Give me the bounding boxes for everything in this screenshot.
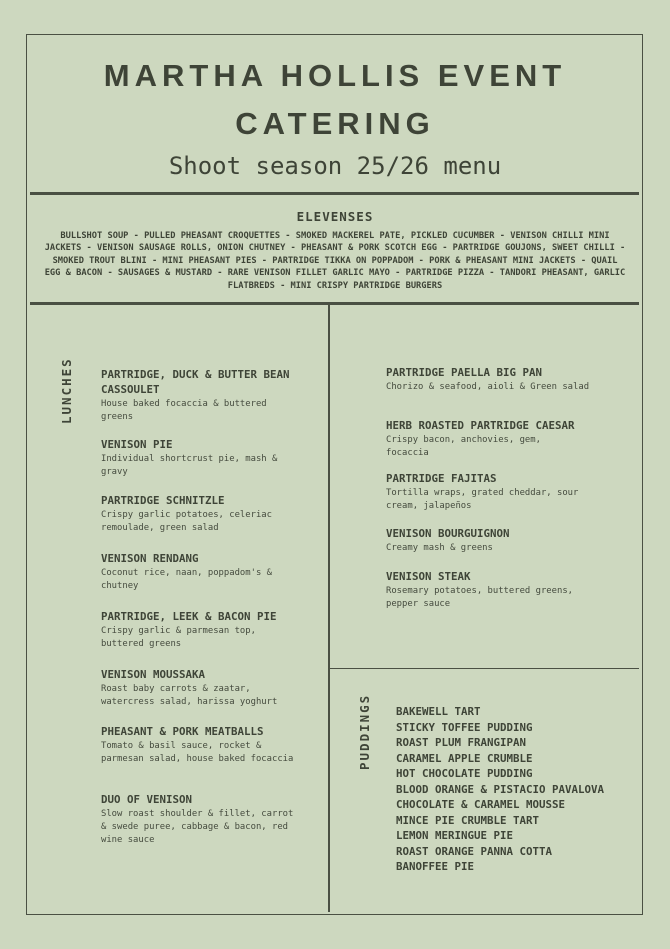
- pudding-item: HOT CHOCOLATE PUDDING: [396, 767, 533, 780]
- dish-name: PARTRIDGE, DUCK & BUTTER BEAN CASSOULET: [101, 368, 290, 396]
- lunch-item: [101, 609, 301, 651]
- lunch-item: [101, 724, 301, 766]
- menu-subtitle: Shoot season 25/26 menu: [168, 152, 502, 180]
- menu-title-line1: MARTHA HOLLIS EVENT: [103, 58, 567, 93]
- dish-name: VENISON RENDANG: [101, 552, 199, 565]
- divider-puddings: [330, 668, 639, 669]
- dish-name: DUO OF VENISON: [101, 793, 193, 806]
- dish-description: Crispy garlic potatoes, celeriac remoulade, green salad: [101, 510, 272, 533]
- dish-name: VENISON STEAK: [386, 570, 471, 583]
- pudding-item: LEMON MERINGUE PIE: [396, 829, 514, 842]
- dish-description: Chorizo & seafood, aioli & Green salad: [386, 382, 590, 392]
- dish-description: Individual shortcrust pie, mash & gravy: [101, 454, 278, 477]
- dish-name: PARTRIDGE FAJITAS: [386, 472, 497, 485]
- pudding-item: MINCE PIE CRUMBLE TART: [396, 813, 540, 827]
- lunch-item: [386, 526, 601, 555]
- dish-name: PARTRIDGE, LEEK & BACON PIE: [101, 610, 277, 623]
- dish-name: PHEASANT & PORK MEATBALLS: [101, 725, 264, 738]
- puddings-list: [396, 704, 604, 875]
- dish-name: VENISON BOURGUIGNON: [386, 527, 510, 540]
- dish-name: PARTRIDGE PAELLA BIG PAN: [386, 366, 543, 379]
- lunch-item: [386, 418, 626, 460]
- lunch-item: [386, 569, 601, 611]
- pudding-item: CARAMEL APPLE CRUMBLE: [396, 751, 533, 765]
- elevenses-heading: ELEVENSES: [296, 209, 374, 224]
- column-divider: [328, 305, 330, 912]
- dish-name: VENISON MOUSSAKA: [101, 668, 206, 681]
- lunches-label: LUNCHES: [59, 357, 74, 424]
- dish-name: HERB ROASTED PARTRIDGE CAESAR: [386, 419, 575, 432]
- pudding-item: ROAST PLUM FRANGIPAN: [396, 736, 527, 749]
- dish-description: Creamy mash & greens: [386, 543, 493, 553]
- divider-top: [30, 192, 639, 195]
- lunch-item: [386, 365, 601, 394]
- dish-description: Tortilla wraps, grated cheddar, sour cream, jalapeños: [386, 488, 579, 511]
- dish-description: Rosemary potatoes, buttered greens, pepper sauce: [386, 586, 574, 609]
- lunch-item: [101, 792, 301, 847]
- dish-description: Crispy bacon, anchovies, gem, focaccia: [386, 435, 541, 458]
- pudding-item: STICKY TOFFEE PUDDING: [396, 720, 533, 734]
- lunch-item: [101, 493, 301, 535]
- lunch-item: [386, 471, 601, 513]
- elevenses-list: BULLSHOT SOUP - PULLED PHEASANT CROQUETTES - SMOKED MACKEREL PATE, PICKLED CUCUMBER - VENISON CHILLI MINI JACKETS - VENISON SAUSAGE ROLLS, ONION CHUTNEY - PHEASANT & PORK SCOTCH EGG - PARTRIDGE GOUJONS, SWEET CHILLI - SMOKED TROUT BLINI - MINI PHEASANT PIES - PARTRIDGE TIKKA ON POPPADOM - PORK & PHEASANT MINI JACKETS - QUAIL EGG & BACON - SAUSAGES & MUSTARD - RARE VENISON FILLET GARLIC MAYO - PARTRIDGE PIZZA - TANDORI PHEASANT, GARLIC FLATBREDS - MINI CRISPY PARTRIDGE BURGERS: [44, 231, 626, 291]
- pudding-item: BANOFFEE PIE: [396, 860, 475, 873]
- dish-name: PARTRIDGE SCHNITZLE: [101, 494, 225, 507]
- pudding-item: BLOOD ORANGE & PISTACIO PAVALOVA: [396, 782, 605, 796]
- dish-description: Coconut rice, naan, poppadom's & chutney: [101, 568, 272, 591]
- dish-description: Slow roast shoulder & fillet, carrot & swede puree, cabbage & bacon, red wine sauce: [101, 809, 294, 845]
- lunch-item: [101, 367, 301, 424]
- lunch-item: [101, 667, 301, 709]
- dish-description: Tomato & basil sauce, rocket & parmesan salad, house baked focaccia: [101, 741, 294, 764]
- dish-description: Crispy garlic & parmesan top, buttered greens: [101, 626, 256, 649]
- menu-title-line2: CATERING: [235, 106, 435, 141]
- pudding-item: CHOCOLATE & CARAMEL MOUSSE: [396, 798, 566, 811]
- dish-description: Roast baby carrots & zaatar, watercress salad, harissa yoghurt: [101, 684, 278, 707]
- dish-name: VENISON PIE: [101, 438, 173, 451]
- divider-middle: [30, 302, 639, 305]
- lunch-item: [101, 551, 301, 593]
- lunch-item: [101, 437, 301, 479]
- dish-description: House baked focaccia & buttered greens: [101, 399, 267, 422]
- puddings-label: PUDDINGS: [357, 693, 372, 770]
- pudding-item: BAKEWELL TART: [396, 705, 481, 718]
- pudding-item: ROAST ORANGE PANNA COTTA: [396, 844, 553, 858]
